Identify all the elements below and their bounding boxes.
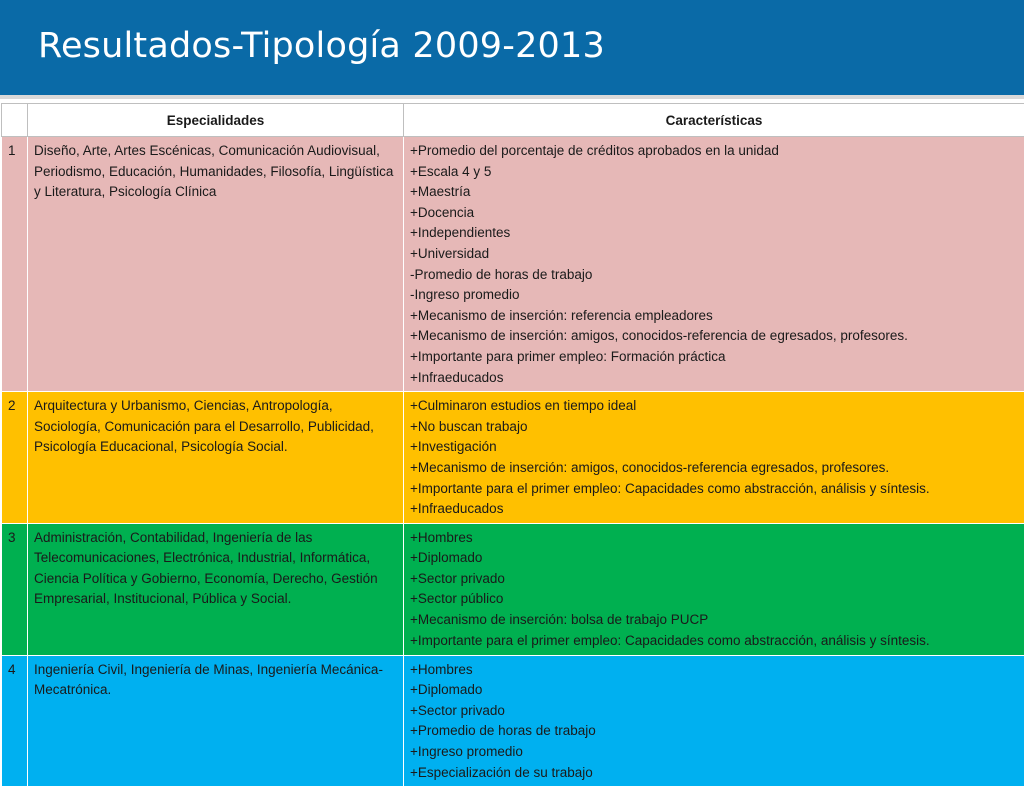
table-row: [2, 655, 1024, 787]
characteristic-item: -Ingreso promedio: [410, 285, 1018, 306]
characteristic-item: +Maestría: [410, 182, 1018, 203]
header-especialidades: Especialidades: [28, 104, 404, 137]
table-row: [2, 137, 1024, 392]
characteristic-item: +Independientes: [410, 223, 1018, 244]
especialidades-cell: Administración, Contabilidad, Ingeniería de las Telecomunicaciones, Electrónica, Industrial, Informática, Ciencia Política y Gobierno, Economía, Derecho, Gestión Empresarial, Institucional, Pública y Social.: [28, 523, 404, 655]
row-number: 4: [2, 655, 28, 787]
characteristic-item: +Docencia: [410, 203, 1018, 224]
characteristic-item: +Mecanismo de inserción: bolsa de trabajo PUCP: [410, 610, 1018, 631]
header-caracteristicas: Características: [404, 104, 1024, 137]
row-number: 2: [2, 392, 28, 524]
characteristic-item: +Importante para el primer empleo: Capacidades como abstracción, análisis y síntesis.: [410, 631, 1018, 652]
header-divider: [0, 95, 1024, 99]
table-header-row: [2, 104, 1024, 137]
caracteristicas-cell: [404, 137, 1024, 392]
characteristic-item: +Importante para primer empleo: Formación práctica: [410, 347, 1018, 368]
characteristic-item: +Mecanismo de inserción: amigos, conocidos-referencia egresados, profesores.: [410, 458, 1018, 479]
table-row: [2, 523, 1024, 655]
characteristic-item: +Promedio del porcentaje de créditos aprobados en la unidad: [410, 141, 1018, 162]
characteristic-item: +Hombres: [410, 528, 1018, 549]
especialidades-cell: Arquitectura y Urbanismo, Ciencias, Antropología, Sociología, Comunicación para el Desarrollo, Publicidad, Psicología Educacional, Psicología Social.: [28, 392, 404, 524]
row-number: 3: [2, 523, 28, 655]
characteristic-item: +No buscan trabajo: [410, 417, 1018, 438]
characteristic-item: +Sector privado: [410, 701, 1018, 722]
caracteristicas-cell: [404, 392, 1024, 524]
characteristic-item: +Promedio de horas de trabajo: [410, 721, 1018, 742]
characteristic-item: +Mecanismo de inserción: referencia empleadores: [410, 306, 1018, 327]
table-row: [2, 392, 1024, 524]
typology-table: [1, 103, 1024, 787]
characteristic-item: +Escala 4 y 5: [410, 162, 1018, 183]
characteristic-item: +Diplomado: [410, 548, 1018, 569]
characteristic-item: +Importante para el primer empleo: Capacidades como abstracción, análisis y síntesis.: [410, 479, 1018, 500]
slide-header: [0, 0, 1024, 95]
caracteristicas-cell: [404, 655, 1024, 787]
characteristic-item: -Promedio de horas de trabajo: [410, 265, 1018, 286]
characteristic-item: +Ingreso promedio: [410, 742, 1018, 763]
row-number: 1: [2, 137, 28, 392]
slide-title: Resultados-Tipología 2009-2013: [38, 26, 605, 66]
characteristic-item: +Infraeducados: [410, 499, 1018, 520]
characteristic-item: +Especialización de su trabajo: [410, 763, 1018, 784]
especialidades-cell: Diseño, Arte, Artes Escénicas, Comunicación Audiovisual, Periodismo, Educación, Humanidades, Filosofía, Lingüística y Literatura, Psicología Clínica: [28, 137, 404, 392]
header-number: [2, 104, 28, 137]
characteristic-item: +Investigación: [410, 437, 1018, 458]
characteristic-item: +Sector privado: [410, 569, 1018, 590]
characteristic-item: +Culminaron estudios en tiempo ideal: [410, 396, 1018, 417]
caracteristicas-cell: [404, 523, 1024, 655]
characteristic-item: +Universidad: [410, 244, 1018, 265]
especialidades-cell: Ingeniería Civil, Ingeniería de Minas, Ingeniería Mecánica-Mecatrónica.: [28, 655, 404, 787]
characteristic-item: +Mecanismo de inserción: amigos, conocidos-referencia de egresados, profesores.: [410, 326, 1018, 347]
characteristic-item: +Infraeducados: [410, 368, 1018, 389]
characteristic-item: +Hombres: [410, 660, 1018, 681]
characteristic-item: +Sector público: [410, 589, 1018, 610]
characteristic-item: +Diplomado: [410, 680, 1018, 701]
